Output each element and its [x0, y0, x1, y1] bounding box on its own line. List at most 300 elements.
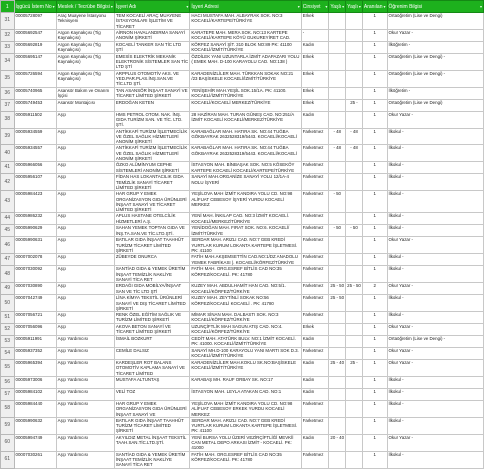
istem-no-cell[interactable]: 00005934559	[14, 128, 56, 145]
yas-min-cell[interactable]	[329, 417, 346, 434]
yas-max-cell[interactable]	[346, 348, 363, 360]
cinsiyet-cell[interactable]: Farketmez	[301, 295, 329, 312]
isyeri-adresi-cell[interactable]: İSTASYON MAH. BİNBAŞAK SOK. NO:5 KÖSEKÖY KARTEPE KOCAELİ KOCAELİ/KARTEPE/TÜRKİYE	[190, 162, 301, 174]
meslek-cell[interactable]: Asansör Bakım ve Onarım İşçisi	[56, 87, 114, 99]
isyeri-adi-cell[interactable]: CEMİLE DALSIZ	[114, 348, 190, 360]
yas-min-cell[interactable]	[329, 99, 346, 111]
ogrenim-cell[interactable]: Ortaöğretim (Lise ve Dengi) -	[387, 53, 483, 70]
isyeri-adresi-cell[interactable]: KARATEPE MAH. MERA SOK. NO:13 KARTEPE KOCAELİ/KARTEPE KÖYÜ GUKUREYİRET CAD.	[190, 29, 301, 41]
aranilan-cell[interactable]: 1	[362, 376, 387, 388]
isyeri-adresi-cell[interactable]: KARADENİZLİLER MAH. TÜRKKAN SOKAK NO:21 /23 BAŞİSKELE KOCAELİ/İZMİT/TÜRKİYE	[190, 70, 301, 87]
yas-max-cell[interactable]	[346, 53, 363, 70]
isyeri-adi-cell[interactable]: BATILAR GIDA İNŞAAT TAAHHÜT TURİZM TİCARET LİMİTED ŞİRKETİ	[114, 237, 190, 254]
isyeri-adi-cell[interactable]: SAHAN YEMEK TOPTAN GIDA VE İNŞ.TA.SAN.VE TİC.LTD.ŞTİ.	[114, 225, 190, 237]
isyeri-adresi-cell[interactable]: KOCAELİ/KOCAELİ MERKEZ/TÜRKİYE	[190, 99, 301, 111]
aranilan-cell[interactable]: 1	[362, 225, 387, 237]
ogrenim-cell[interactable]: İlkokul -	[387, 213, 483, 225]
filter-dropdown-icon[interactable]: ▾	[52, 4, 55, 9]
yas-min-cell[interactable]: 25 - 50	[329, 295, 346, 312]
cinsiyet-cell[interactable]: Kadın	[301, 336, 329, 348]
cinsiyet-cell[interactable]: Kadın	[301, 360, 329, 377]
yas-max-cell[interactable]	[346, 174, 363, 191]
yas-max-cell[interactable]: 25 -	[346, 99, 363, 111]
aranilan-cell[interactable]: 1	[362, 87, 387, 99]
aranilan-cell[interactable]: 1	[362, 254, 387, 266]
row-number: 36	[1, 87, 15, 99]
yas-min-cell[interactable]	[329, 336, 346, 348]
meslek-cell[interactable]: Argon Kaynakçısı (Tig Kaynakçısı)	[56, 53, 114, 70]
meslek-cell[interactable]: Aşçı Yardımcısı	[56, 376, 114, 388]
istem-no-cell[interactable]: 00005740965	[14, 87, 56, 99]
cinsiyet-cell[interactable]: Kadın	[301, 434, 329, 451]
ogrenim-cell[interactable]: İlkokul -	[387, 376, 483, 388]
istem-no-cell[interactable]: 00005726594	[14, 70, 56, 87]
aranilan-cell[interactable]: 1	[362, 348, 387, 360]
yas-max-cell[interactable]	[346, 29, 363, 41]
cinsiyet-cell[interactable]: Farketmez	[301, 417, 329, 434]
meslek-cell[interactable]: Aşçı	[56, 213, 114, 225]
cinsiyet-cell[interactable]: Kadın	[301, 41, 329, 53]
yas-min-cell[interactable]	[329, 376, 346, 388]
yas-min-cell[interactable]	[329, 41, 346, 53]
isyeri-adresi-cell[interactable]: FATİH MAH. ORG.ESREF BİTLİS CAD NO:35 KÖRFEZ/KOCAELİ. PK: 41780	[190, 266, 301, 283]
column-header[interactable]: İşyeri Adı ▾	[114, 1, 190, 13]
istem-no-cell[interactable]: 00005937352	[14, 348, 56, 360]
isyeri-adresi-cell[interactable]: 28 HAZİRAN MAH. TURAN GÜNEŞ CAD. NO:251/A İZMİT KOCAELİ KOCAELİ/MERKEZ/TÜRKİYE	[190, 111, 301, 128]
meslek-cell[interactable]: Aşçı	[56, 312, 114, 324]
yas-min-cell[interactable]	[329, 111, 346, 128]
yas-max-cell[interactable]	[346, 451, 363, 468]
istem-no-cell[interactable]: 00005973006	[14, 376, 56, 388]
meslek-cell[interactable]: Aşçı Yardımcısı	[56, 400, 114, 417]
ogrenim-cell[interactable]: İlkokul -	[387, 312, 483, 324]
cinsiyet-cell[interactable]: Erkek	[301, 324, 329, 336]
column-header[interactable]: Cinsiyet ▾	[301, 1, 329, 13]
istem-no-cell[interactable]: 00005984423	[14, 191, 56, 213]
ogrenim-cell[interactable]: İlkokul -	[387, 400, 483, 417]
filter-dropdown-icon[interactable]: ▾	[325, 4, 328, 9]
isyeri-adresi-cell[interactable]: CEDİT MAH. ATATÜRK BULV. NO:1 İZMİT KOCAELİ. PK: 41000. KOCAELİ/İZMİT/TÜRKİYE	[190, 336, 301, 348]
isyeri-adi-cell[interactable]: AKYILDIZ METAL İNŞAAT TEKSTİL TAAH.SAN.TİC.LTD.ŞTİ.	[114, 434, 190, 451]
filter-dropdown-icon[interactable]: ▾	[110, 4, 113, 9]
aranilan-cell[interactable]: 1	[362, 237, 387, 254]
isyeri-adresi-cell[interactable]: YENİ MAH. İNKILAP CAD. NO:3 İZMİT KOCAELİ. KOCAELİ/MERKEZ/TÜRKİYE	[190, 213, 301, 225]
yas-min-cell[interactable]	[329, 13, 346, 30]
yas-min-cell[interactable]	[329, 213, 346, 225]
aranilan-cell[interactable]: 1	[362, 41, 387, 53]
isyeri-adresi-cell[interactable]: UZUNÇİFTLİK MAH SAGUN ATIŞ CAD. NO:4. KOCAELİ/KÖRFEZ/TÜRKİYE	[190, 324, 301, 336]
meslek-cell[interactable]: Aşçı	[56, 162, 114, 174]
cinsiyet-cell[interactable]: Farketmez	[301, 162, 329, 174]
isyeri-adi-cell[interactable]: RENK ÖZEL EĞİTİM SAĞLIK VE TURİZM LİMİTED ŞİRKETİ	[114, 312, 190, 324]
isyeri-adresi-cell[interactable]: KÖRFEZ SANAYİ ŞİT. 310 BLOK NO:89 PK: 41100 KOCAELİ/İZMİT/TÜRKİYE	[190, 41, 301, 53]
cinsiyet-cell[interactable]: Erkek	[301, 99, 329, 111]
yas-max-cell[interactable]	[346, 417, 363, 434]
yas-min-cell[interactable]: 25 - 40	[329, 360, 346, 377]
cinsiyet-cell[interactable]: Farketmez	[301, 225, 329, 237]
ogrenim-cell[interactable]: Ortaöğretim (Lise ve Dengi)	[387, 13, 483, 30]
cinsiyet-cell[interactable]: Kadın	[301, 376, 329, 388]
ogrenim-cell[interactable]: Ortaöğretim (Lise ve Dengi) -	[387, 70, 483, 87]
ogrenim-cell[interactable]: İlkokul -	[387, 254, 483, 266]
isyeri-adi-cell[interactable]: TAN ASANSÖR İNŞAAT SANAYİ VE TİCARET LİMİTED ŞİRKETİ	[114, 87, 190, 99]
isyeri-adi-cell[interactable]: ANTİKKAFİ TURİZM İŞLETMECİLİK VE ÖZEL SAĞLIK HİZMETLERİ ANONİM ŞİRKETİ	[114, 145, 190, 162]
meslek-cell[interactable]: Aşçı Yardımcısı	[56, 360, 114, 377]
isyeri-adi-cell[interactable]: ARPPLUS OTOMOTİV AKS. VE YED.PAR.PLAS.İNŞ.SAN.VE TİC.LTD ŞTİ.	[114, 70, 190, 87]
filter-dropdown-icon[interactable]: ▾	[479, 4, 482, 9]
istem-no-cell[interactable]: 00005695147	[14, 53, 56, 70]
cinsiyet-cell[interactable]: Farketmez	[301, 451, 329, 468]
istem-no-cell[interactable]: 00007002078	[14, 254, 56, 266]
isyeri-adresi-cell[interactable]: KARABAĞLAR MAH. HATIRA SK. NO:44 TUĞBA GÖKBAYRAK 2632528319/5443. KOCAELİ/KOCAELİ	[190, 128, 301, 145]
meslek-cell[interactable]: Aşçı	[56, 145, 114, 162]
isyeri-adi-cell[interactable]: ERDAĞI GIDA MOBİLYA/İNŞAAT SAN VE TİC LTD ŞTİ	[114, 283, 190, 295]
isyeri-adresi-cell[interactable]: HACI MUSTAFA MAH. ALBAYRAK SOK. NO:3 KOCAELİ/KARTEPE/TÜRKİYE	[190, 13, 301, 30]
ogrenim-cell[interactable]: Okur Yazar -	[387, 237, 483, 254]
isyeri-adi-cell[interactable]: LİNA KİMYA TEKSTİL ÜRÜNLERİ SANAYİ VE DIŞ TİCARET LİMİTED ŞİRKETİ	[114, 295, 190, 312]
istem-no-cell[interactable]: 00005911502	[14, 111, 56, 128]
yas-max-cell[interactable]	[346, 191, 363, 213]
ogrenim-cell[interactable]: İlkokul -	[387, 145, 483, 162]
istem-no-cell[interactable]: 00005728097	[14, 13, 56, 30]
ogrenim-cell[interactable]: Okur Yazar -	[387, 360, 483, 377]
istem-no-cell[interactable]: 00005984102	[14, 388, 56, 400]
cinsiyet-cell[interactable]: Farketmez	[301, 266, 329, 283]
meslek-cell[interactable]: Aşçı	[56, 254, 114, 266]
isyeri-adresi-cell[interactable]: KARABAŞ MH. RAUF ORBAY SK. NO:17	[190, 376, 301, 388]
isyeri-adi-cell[interactable]: SANTİAD GIDA & YEMEK ÜRETİM İNŞAAT TEMİZLİK NAKLİYE SANAYİ TİCA RET	[114, 451, 190, 468]
isyeri-adi-cell[interactable]: EMESİS ELEKTRİK MEKANİK ELEKTRONİK SİSTEMLER SAN TİC LTD ŞTİ	[115, 53, 189, 70]
yas-min-cell[interactable]	[329, 348, 346, 360]
meslek-cell[interactable]: Aşçı	[56, 266, 114, 283]
aranilan-cell[interactable]: 1	[362, 145, 387, 162]
yas-max-cell[interactable]	[346, 400, 363, 417]
aranilan-cell[interactable]: 1	[362, 53, 387, 70]
yas-min-cell[interactable]: 25 - 50	[329, 283, 346, 295]
ogrenim-cell[interactable]: İlkokul -	[387, 388, 483, 400]
istem-no-cell[interactable]: 00007056721	[14, 312, 56, 324]
aranilan-cell[interactable]: 1	[362, 324, 387, 336]
istem-no-cell[interactable]: 00005692547	[14, 29, 56, 41]
yas-min-cell[interactable]	[329, 174, 346, 191]
ogrenim-cell[interactable]: İlkokul -	[387, 451, 483, 468]
yas-min-cell[interactable]	[329, 29, 346, 41]
isyeri-adresi-cell[interactable]: YENİŞEHİR MAH.YEŞİL SOK.15/1A. PK: 41100. KOCAELİ/İZMİT/TÜRKİYE	[190, 87, 301, 99]
meslek-cell[interactable]: Aşçı Yardımcısı	[56, 336, 114, 348]
isyeri-adi-cell[interactable]: ÖZKO ALÜMİNYUM CEPHE SİSTEMLERİ ANONİM ŞİRKETİ	[114, 162, 190, 174]
yas-max-cell[interactable]: 25 -	[346, 360, 363, 377]
ogrenim-cell[interactable]: İlkokul -	[387, 128, 483, 145]
cinsiyet-cell[interactable]: Erkek	[301, 13, 329, 30]
yas-min-cell[interactable]: - 48	[329, 128, 346, 145]
istem-no-cell[interactable]: 00005990629	[14, 225, 56, 237]
isyeri-adresi-cell[interactable]: SERDAR MAH. ARIZLI CAD. NO:7 GEB KREDİ YURTLAR KURUM LOKANTA KARTEPE İŞLETMESİ. PK: 41100	[190, 237, 301, 254]
ogrenim-cell[interactable]: İlkokul -	[387, 295, 483, 312]
aranilan-cell[interactable]: 1	[362, 29, 387, 41]
ogrenim-cell[interactable]: İlkokul -	[387, 266, 483, 283]
yas-max-cell[interactable]	[346, 336, 363, 348]
meslek-cell[interactable]: Argon Kaynakçısı (Tig Kaynakçısı)	[56, 70, 114, 87]
ogrenim-cell[interactable]: Okur Yazar -	[387, 29, 483, 41]
isyeri-adresi-cell[interactable]: YEŞİLOVA MAH İZMİT KANDIRA YOLU CD. NO:98 ALİFUAT CEBESOY ERKEK YURDU KOCAELİ MERKEZ	[190, 400, 301, 417]
cinsiyet-cell[interactable]: Farketmez	[301, 312, 329, 324]
yas-min-cell[interactable]	[329, 312, 346, 324]
istem-no-cell[interactable]: 00005990631	[14, 237, 56, 254]
yas-min-cell[interactable]	[329, 388, 346, 400]
cinsiyet-cell[interactable]: Erkek	[301, 87, 329, 99]
aranilan-cell[interactable]: 1	[362, 312, 387, 324]
yas-max-cell[interactable]	[346, 111, 363, 128]
yas-max-cell[interactable]	[346, 434, 363, 451]
ogrenim-cell[interactable]: Ortaöğretim (Lise ve Dengi) -	[387, 336, 483, 348]
cinsiyet-cell[interactable]: Farketmez	[301, 191, 329, 213]
yas-max-cell[interactable]	[346, 388, 363, 400]
column-header[interactable]: İşyeri Adresi ▾	[190, 1, 301, 13]
yas-max-cell[interactable]	[346, 13, 363, 30]
istem-no-cell[interactable]: 00007042749	[14, 295, 56, 312]
isyeri-adresi-cell[interactable]: YEŞİLOVA MAH İZMİT KANDIRA YOLU CD. NO:98 ALİFUAT CEBESOY İŞYERİ YURDU KOCAELİ MERKEZ	[190, 191, 301, 213]
isyeri-adi-cell[interactable]: ERDOĞAN KETEN	[114, 99, 190, 111]
cinsiyet-cell[interactable]: Kadın	[301, 388, 329, 400]
cinsiyet-cell[interactable]: Farketmez	[301, 283, 329, 295]
cinsiyet-cell[interactable]: -	[301, 29, 329, 41]
yas-min-cell[interactable]	[329, 87, 346, 99]
ogrenim-cell[interactable]: Okur Yazar -	[387, 434, 483, 451]
isyeri-adresi-cell[interactable]: ÖZDİLEK YANI UZUNTARLA İZMİT ADAPAZARI YOLU ( EMEK MAH. D-100 KARAYOLU CAD. NO:138 )	[190, 53, 301, 70]
istem-no-cell[interactable]: 00007030092	[14, 266, 56, 283]
yas-max-cell[interactable]: - 50	[346, 225, 363, 237]
cinsiyet-cell[interactable]: Farketmez	[301, 237, 329, 254]
isyeri-adi-cell[interactable]: BATILAR GIDA İNŞAAT TAAHHÜT TURİZM TİCARET LİMİTED ŞİRKETİ	[114, 417, 190, 434]
isyeri-adresi-cell[interactable]: KARABAĞLAR MAH. HATIRA SK. NO:44 TUĞBA GÖKBAYRAK 2632528319/5443. KOCAELİ/KOCAELİ	[190, 145, 301, 162]
yas-max-cell[interactable]	[346, 312, 363, 324]
aranilan-cell[interactable]: 1	[362, 360, 387, 377]
ogrenim-cell[interactable]: Okur Yazar -	[387, 324, 483, 336]
meslek-cell[interactable]: Asansör Montajcısı	[56, 99, 114, 111]
yas-max-cell[interactable]	[346, 87, 363, 99]
isyeri-adi-cell[interactable]: KARDEŞLER ROT BALANS OTOMOTİV KAPLAMA SANAYİ VE TİCARET LİMİTED	[114, 360, 190, 377]
aranilan-cell[interactable]: 1	[362, 451, 387, 468]
isyeri-adi-cell[interactable]: İSMAİL BOZKURT	[114, 336, 190, 348]
cinsiyet-cell[interactable]: Farketmez	[301, 213, 329, 225]
isyeri-adresi-cell[interactable]: KUZEY MAH. ABDULHAMİT HAN CAD. NO:5/1. KOCAELİ/KÖRFEZ/TÜRKİYE	[190, 283, 301, 295]
ogrenim-cell[interactable]: İlkokul -	[387, 225, 483, 237]
istem-no-cell[interactable]: 00005911991	[14, 336, 56, 348]
filter-dropdown-icon[interactable]: ▾	[358, 4, 361, 9]
istem-no-cell[interactable]: 00005966056	[14, 162, 56, 174]
yas-min-cell[interactable]	[329, 70, 346, 87]
isyeri-adresi-cell[interactable]: SANAYİ MAH.ORGANİZE SANAYİ YOLU 12/1A-4 NOLU İŞYERİ	[190, 174, 301, 191]
cinsiyet-cell[interactable]: Farketmez	[301, 348, 329, 360]
yas-min-cell[interactable]: - 50	[329, 225, 346, 237]
meslek-cell[interactable]: Aşçı	[56, 295, 114, 312]
yas-max-cell[interactable]	[346, 237, 363, 254]
aranilan-cell[interactable]: 1	[362, 128, 387, 145]
ogrenim-cell[interactable]: Okur Yazar -	[387, 111, 483, 128]
isyeri-adi-cell[interactable]: KOCAELİ TANKER SAN TİC LTD ŞTİ	[114, 41, 190, 53]
istem-no-cell[interactable]: 00005986232	[14, 213, 56, 225]
filter-dropdown-icon[interactable]: ▾	[297, 4, 300, 9]
yas-max-cell[interactable]	[346, 162, 363, 174]
isyeri-adresi-cell[interactable]: MİMAR SİNAN MAH. DALBASTI SOK. NO:3 KOCAELİ/KÖRFEZ/TÜRKİYE	[190, 312, 301, 324]
isyeri-adi-cell[interactable]: VELİ TOZ	[114, 388, 190, 400]
istem-no-cell[interactable]: 00005934557	[14, 145, 56, 162]
isyeri-adresi-cell[interactable]: FATİH MAH.AKŞEMSETTİN CAD.NO:1/DZ ANADOLU YEMEK FABRİKASI ). KOCAELİ/KÖRFEZ/TÜRKİYE	[190, 254, 301, 266]
aranilan-cell[interactable]: 2	[362, 283, 387, 295]
yas-min-cell[interactable]	[329, 266, 346, 283]
row-number: 40	[1, 145, 15, 162]
isyeri-adresi-cell[interactable]: YENİDOĞAN MAH. FIRAT SOK. NO:6. KOCAELİ/İZMİT/TÜRKİYE	[190, 225, 301, 237]
meslek-cell[interactable]: Aşçı	[56, 191, 114, 213]
isyeri-adresi-cell[interactable]: SANAYİ MH.D-100 KARAYOLU YANI MARTI SOK D.3. KOCAELİ/İZMİT/TÜRKİYE	[190, 348, 301, 360]
yas-max-cell[interactable]: - 48	[346, 145, 363, 162]
aranilan-cell[interactable]: 1	[362, 388, 387, 400]
cinsiyet-cell[interactable]: Farketmez	[301, 400, 329, 417]
isyeri-adi-cell[interactable]: ANTİKKAFİ TURİZM İŞLETMECİLİK VE ÖZEL SAĞLIK HİZMETLERİ ANONİM ŞİRKETİ	[114, 128, 190, 145]
yas-min-cell[interactable]	[329, 254, 346, 266]
cinsiyet-cell[interactable]: Farketmez	[301, 145, 329, 162]
aranilan-cell[interactable]: 1	[362, 174, 387, 191]
meslek-cell[interactable]: Aşçı Yardımcısı	[56, 348, 114, 360]
isyeri-adresi-cell[interactable]: YENİ BURSA YOLU ÜZERİ VEZİRÇİFTLİĞİ MEVKİİ CAN METAL DEPO ARKASI İZMİT - KOCAELİ. PK: 41000	[190, 434, 301, 451]
column-header[interactable]: Yaşlı ▾	[346, 1, 363, 13]
istem-no-cell[interactable]: 00007056096	[14, 324, 56, 336]
meslek-cell[interactable]: Aşçı Yardımcısı	[56, 434, 114, 451]
filter-dropdown-icon[interactable]: ▾	[383, 4, 386, 9]
ogrenim-cell[interactable]: İlköğretim -	[387, 41, 483, 53]
isyeri-adi-cell[interactable]: TEM KOCAELİ ARAÇ MUAYENE İSTASYONLARI İŞLETİM VE TİCARET	[114, 13, 190, 30]
isyeri-adi-cell[interactable]: MUSTAFA ALTUNTAŞ	[114, 376, 190, 388]
meslek-cell[interactable]: Argon Kaynakçısı (Tig Kaynakçısı)	[56, 29, 114, 41]
yas-max-cell[interactable]	[346, 324, 363, 336]
aranilan-cell[interactable]: 1	[362, 336, 387, 348]
aranilan-cell[interactable]: 1	[362, 162, 387, 174]
meslek-cell[interactable]: Aşçı Yardımcısı	[56, 451, 114, 468]
column-header[interactable]: Yaşlı ▾	[329, 1, 346, 13]
isyeri-adi-cell[interactable]: APLUS HASTANE OTELCİLİK HİZMETLERİ A.Ş.	[114, 213, 190, 225]
isyeri-adresi-cell[interactable]: SERDAR MAH. ARIZLI CAD. NO:7 GEB KREDİ YURTLAR KURUM LOKANTA KARTEPE İŞLETMESİ. PK: 41100	[190, 417, 301, 434]
meslek-cell[interactable]: Araç Muayene İstasyonu Teknisyeni	[56, 13, 114, 30]
aranilan-cell[interactable]: 1	[362, 266, 387, 283]
isyeri-adi-cell[interactable]: AKOVA BETON SANAYİ VE TİCARET LİMİTED ŞİRKETİ	[114, 324, 190, 336]
isyeri-adresi-cell[interactable]: KARADENİZLİLER MAH.KOKLU SK.NO:BAŞİSKELE KOCAELİ/İZMİT/TÜRKİYE	[190, 360, 301, 377]
istem-no-cell[interactable]: 00005990632	[14, 417, 56, 434]
yas-min-cell[interactable]: - 48	[329, 145, 346, 162]
ogrenim-cell[interactable]: İlkokul -	[387, 162, 483, 174]
column-header[interactable]: Öğrenim Bilgisi ▾	[387, 1, 483, 13]
cinsiyet-cell[interactable]: Farketmez	[301, 254, 329, 266]
filter-dropdown-icon[interactable]: ▾	[342, 4, 345, 9]
cinsiyet-cell[interactable]: Farketmez	[301, 128, 329, 145]
isyeri-adi-cell[interactable]: SANTİAD GIDA & YEMEK ÜRETİM İNŞAAT TEMİZLİK NAKLİYE SANAYİ TİCA RET	[114, 266, 190, 283]
isyeri-adresi-cell[interactable]: KUZEY MAH. ZEYTİNLİ SOKAK NO:56 KÖRFEZ/KOCAELİ KOCAELİ . PK: 41780	[190, 295, 301, 312]
istem-no-cell[interactable]: 00005994749	[14, 434, 56, 451]
filter-dropdown-icon[interactable]: ▾	[186, 4, 189, 9]
ogrenim-cell[interactable]: Okur Yazar -	[387, 283, 483, 295]
ogrenim-cell[interactable]: İlkokul -	[387, 174, 483, 191]
table-row	[1, 29, 484, 41]
yas-max-cell[interactable]	[346, 254, 363, 266]
istem-no-cell[interactable]: 00005984440	[14, 400, 56, 417]
aranilan-cell[interactable]: 1	[362, 13, 387, 30]
yas-min-cell[interactable]	[329, 237, 346, 254]
yas-max-cell[interactable]: - 48	[346, 128, 363, 145]
yas-max-cell[interactable]	[346, 70, 363, 87]
ogrenim-cell[interactable]: Okur Yazar -	[387, 348, 483, 360]
aranilan-cell[interactable]: 1	[362, 111, 387, 128]
yas-min-cell[interactable]: 20 - 40	[329, 434, 346, 451]
cinsiyet-cell[interactable]: Erkek	[301, 70, 329, 87]
istem-no-cell[interactable]: 00005692819	[14, 41, 56, 53]
aranilan-cell[interactable]: 1	[362, 99, 387, 111]
ogrenim-cell[interactable]: İlkokul -	[387, 417, 483, 434]
meslek-cell[interactable]: Aşçı	[56, 174, 114, 191]
yas-min-cell[interactable]	[329, 451, 346, 468]
yas-min-cell[interactable]	[329, 324, 346, 336]
meslek-cell[interactable]: Aşçı	[56, 237, 114, 254]
yas-max-cell[interactable]	[346, 213, 363, 225]
isyeri-adi-cell[interactable]: HMS PETROL OTOM. NAK. İNŞ. GIDA TURİZM SAN. VE TİC. LTD. ŞTİ.	[114, 111, 190, 128]
yas-min-cell[interactable]	[329, 162, 346, 174]
meslek-cell[interactable]: Aşçı	[56, 111, 114, 128]
column-header[interactable]: Meslek / Tecrübe Bilgisi ▾	[56, 1, 114, 13]
aranilan-cell[interactable]: 1	[362, 400, 387, 417]
yas-max-cell[interactable]	[346, 266, 363, 283]
istem-no-cell[interactable]: 00005956107	[14, 174, 56, 191]
yas-max-cell[interactable]	[346, 376, 363, 388]
cinsiyet-cell[interactable]: Farketmez	[301, 174, 329, 191]
cinsiyet-cell[interactable]: Erkek	[301, 53, 329, 70]
isyeri-adresi-cell[interactable]: İSTASYON MAH. LEYLA ATAKAN CAD. NO:1	[190, 388, 301, 400]
yas-min-cell[interactable]	[329, 400, 346, 417]
meslek-cell[interactable]: Argon Kaynakçısı (Tig Kaynakçısı)	[56, 41, 114, 53]
meslek-cell[interactable]: Aşçı Yardımcısı	[56, 388, 114, 400]
aranilan-cell[interactable]: 1	[362, 417, 387, 434]
meslek-cell[interactable]: Aşçı Yardımcısı	[56, 417, 114, 434]
aranilan-cell[interactable]: 1	[362, 295, 387, 312]
aranilan-cell[interactable]: 1	[362, 70, 387, 87]
aranilan-cell[interactable]: 1	[362, 191, 387, 213]
yas-min-cell[interactable]	[329, 53, 346, 70]
cinsiyet-cell[interactable]: Kadın	[301, 111, 329, 128]
ogrenim-cell[interactable]: İlkokul -	[387, 191, 483, 213]
ogrenim-cell[interactable]: Ortaöğretim (Lise ve Dengi)	[387, 99, 483, 111]
meslek-cell[interactable]: Aşçı	[56, 225, 114, 237]
meslek-cell[interactable]: Aşçı	[56, 283, 114, 295]
meslek-cell[interactable]: Aşçı	[56, 324, 114, 336]
aranilan-cell[interactable]: 1	[362, 434, 387, 451]
istem-no-cell[interactable]: 00007030890	[14, 283, 56, 295]
isyeri-adi-cell[interactable]: ZÜBEYDE ONURCA	[114, 254, 190, 266]
istem-no-cell[interactable]: 00005965394	[14, 360, 56, 377]
meslek-cell[interactable]: Aşçı	[56, 128, 114, 145]
ogrenim-cell[interactable]: İlköğretim -	[387, 87, 483, 99]
yas-max-cell[interactable]: 25 - 50	[346, 283, 363, 295]
istem-no-cell[interactable]: 00007030261	[14, 451, 56, 468]
column-header[interactable]: Aranılan ▾	[362, 1, 387, 13]
yas-min-cell[interactable]: - 50	[329, 191, 346, 213]
isyeri-adi-cell[interactable]: HAR GRUP Y EMEK ORGANİZASYON GIDA ÜRÜNLERİ İNŞAAT SANAYİ VE	[114, 400, 190, 417]
isyeri-adi-cell[interactable]: HAR GRUP Y EMEK ORGANİZASYON GIDA ÜRÜNLERİ İNŞAAT SANAYİ VE TİCARET LİMİTED ŞİRKETİ	[114, 191, 190, 213]
column-header[interactable]: İşgücü İstem No ▾	[14, 1, 56, 13]
isyeri-adi-cell[interactable]: AİRNON HAVALANDIRMA SANAYİ ANONİM ŞİRKETİ	[114, 29, 190, 41]
istem-no-cell[interactable]: 00005749453	[14, 99, 56, 111]
aranilan-cell[interactable]: 1	[362, 213, 387, 225]
isyeri-adi-cell[interactable]: FİDAN HAS LOKANTACILIK GIDA TEMİZLİK SANAYİ TİCARET LİMİTED ŞİRKETİ	[114, 174, 190, 191]
yas-max-cell[interactable]	[346, 295, 363, 312]
yas-max-cell[interactable]	[346, 41, 363, 53]
isyeri-adresi-cell[interactable]: FATİH MAH. ORG.ESREF BİTLİS CAD NO:35 KÖRFEZ/KOCAELİ. PK: 41780	[190, 451, 301, 468]
